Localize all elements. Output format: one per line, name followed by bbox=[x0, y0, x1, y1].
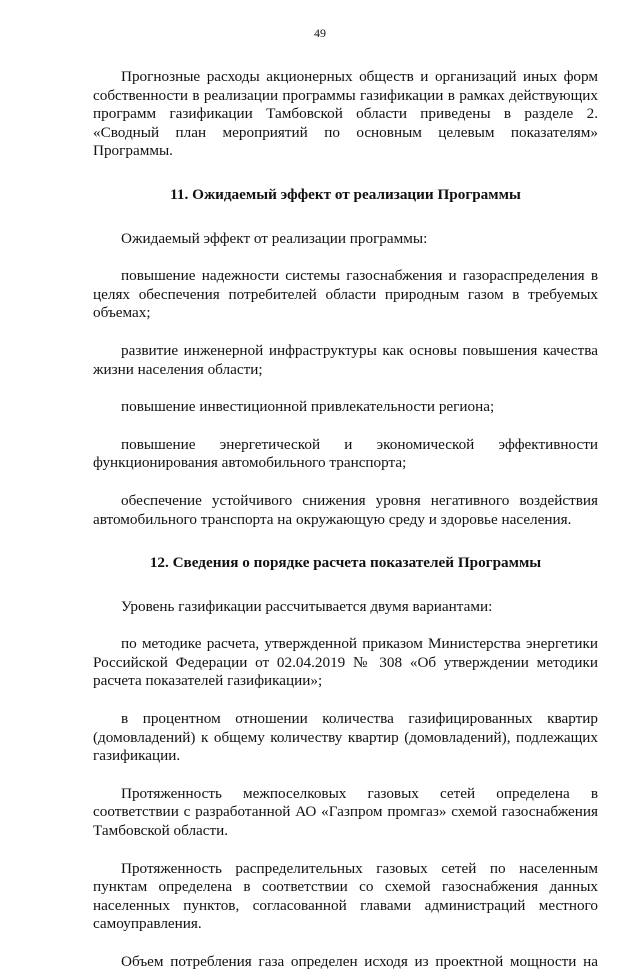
section-12-title: 12. Сведения о порядке расчета показателей Программы bbox=[149, 554, 542, 572]
section-12-paragraph-2: Протяженность распределительных газовых сетей по населенным пунктам определена в соответствии со схемой газоснабжения данных населенных пунктов, согласованной главами администраций местного самоуправления. bbox=[93, 859, 598, 933]
section-12-lead: Уровень газификации рассчитывается двумя вариантами: bbox=[121, 597, 493, 615]
section-11-item-1: повышение надежности системы газоснабжения и газораспределения в целях обеспечения потребителей области природным газом в требуемых объемах; bbox=[93, 267, 598, 322]
section-11-lead: Ожидаемый эффект от реализации программы: bbox=[121, 229, 428, 247]
intro-paragraph: Прогнозные расходы акционерных обществ и организаций иных форм собственности в реализации программы газификации в рамках действующих программ газификации Тамбовской области приведены в разделе 2. «Сводный план мероприятий по основным целевым показателям» Программы. bbox=[93, 68, 598, 160]
section-11-item-4: повышение энергетической и экономической эффективности функционирования автомобильного транспорта; bbox=[93, 435, 598, 472]
section-12-paragraph-3: Объем потребления газа определен исходя из проектной мощности на bbox=[121, 953, 598, 970]
section-11-item-2: развитие инженерной инфраструктуры как основы повышения качества жизни населения области; bbox=[93, 341, 598, 378]
section-11-title: 11. Ожидаемый эффект от реализации Программы bbox=[170, 185, 521, 203]
section-12-item-2: в процентном отношении количества газифицированных квартир (домовладений) к общему количеству квартир (домовладений), подлежащих газификации. bbox=[93, 710, 598, 765]
section-12-item-1: по методике расчета, утвержденной приказом Министерства энергетики Российской Федерации от 02.04.2019 № 308 «Об утверждении методики расчета показателей газификации»; bbox=[93, 635, 598, 690]
section-12-paragraph-1: Протяженность межпоселковых газовых сетей определена в соответствии с разработанной АО «Газпром промгаз» схемой газоснабжения Тамбовской области. bbox=[93, 784, 598, 840]
page-number: 49 bbox=[314, 26, 326, 40]
section-11-item-3: повышение инвестиционной привлекательности региона; bbox=[121, 398, 495, 416]
document-body bbox=[93, 68, 598, 972]
section-11-item-5: обеспечение устойчивого снижения уровня негативного воздействия автомобильного транспорта на окружающую среду и здоровье населения. bbox=[93, 491, 598, 528]
